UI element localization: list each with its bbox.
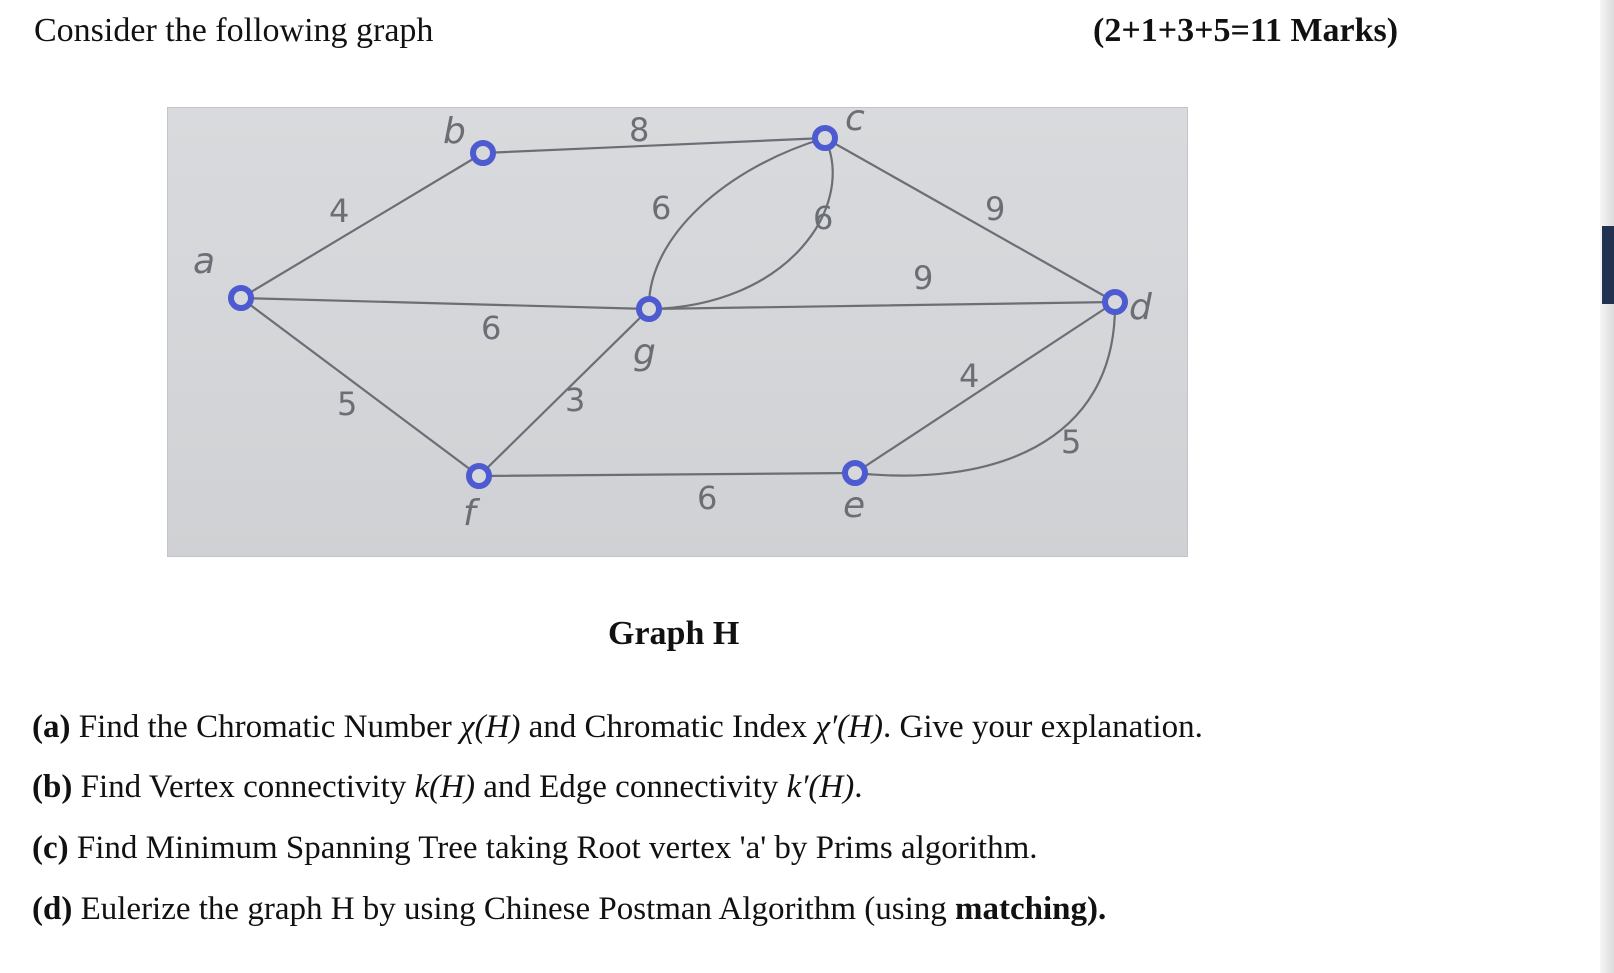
question-a-post: . Give your explanation. — [882, 709, 1203, 745]
weight-c-g-right: 6 — [813, 199, 834, 237]
vertex-b — [473, 143, 493, 163]
question-a-math-1: χ(H) — [460, 709, 521, 745]
vertex-a — [231, 288, 251, 308]
vertex-label-b: b — [443, 111, 466, 152]
question-d-text: Eulerize the graph H by using Chinese Postman Algorithm (using — [80, 891, 955, 927]
weight-c-g-left: 6 — [651, 189, 672, 227]
vertex-e — [845, 463, 865, 483]
weight-f-e: 6 — [697, 479, 718, 517]
weight-b-c: 8 — [629, 111, 650, 149]
question-b-label: (b) — [32, 769, 73, 805]
edge-b-c — [483, 138, 825, 153]
intro-text: Consider the following graph — [34, 12, 434, 49]
weight-e-d-straight: 4 — [959, 357, 980, 395]
graph-caption: Graph H — [608, 615, 740, 652]
window-edge-strip — [1602, 226, 1614, 304]
question-b-pre: Find Vertex connectivity — [80, 769, 415, 805]
vertex-f — [469, 466, 489, 486]
question-b-mid: and Edge connectivity — [474, 769, 787, 805]
vertex-label-c: c — [845, 107, 865, 139]
marks-text: (2+1+3+5=11 Marks) — [1093, 12, 1399, 49]
question-c-label: (c) — [32, 830, 69, 866]
weight-g-f: 3 — [565, 381, 586, 419]
vertex-label-d: d — [1129, 287, 1152, 328]
edge-a-b — [241, 153, 483, 298]
vertex-d — [1105, 292, 1125, 312]
question-a — [32, 707, 1203, 747]
vertex-g — [639, 299, 659, 319]
weight-a-b: 4 — [329, 192, 350, 230]
vertex-c — [815, 128, 835, 148]
question-d-bold: matching). — [954, 891, 1107, 927]
window-edge — [1600, 0, 1614, 973]
question-a-mid: and Chromatic Index — [520, 709, 816, 745]
edge-f-e — [479, 473, 855, 476]
question-a-label: (a) — [32, 709, 71, 745]
edge-a-f — [241, 298, 479, 476]
weight-e-d-curve: 5 — [1061, 423, 1082, 461]
edge-g-f — [479, 309, 649, 476]
question-d-label: (d) — [32, 891, 73, 927]
edge-g-d — [649, 302, 1115, 309]
question-b-math-2: k′(H) — [786, 769, 855, 805]
question-b-math-1: k(H) — [414, 769, 475, 805]
question-a-pre: Find the Chromatic Number — [78, 709, 461, 745]
question-c-text: Find Minimum Spanning Tree taking Root vertex 'a' by Prims algorithm. — [76, 830, 1038, 866]
weight-a-f: 5 — [337, 385, 358, 423]
question-d — [32, 889, 1106, 929]
graph-drawing — [167, 107, 1188, 557]
graph-photo — [167, 107, 1188, 557]
edge-a-g — [241, 298, 649, 309]
edge-c-g-left — [649, 138, 825, 309]
question-b — [32, 767, 863, 807]
weight-c-d: 9 — [985, 190, 1006, 228]
weight-g-d: 9 — [913, 259, 934, 297]
vertex-label-e: e — [843, 485, 866, 526]
weight-a-g: 6 — [481, 309, 502, 347]
question-a-math-2: χ′(H) — [815, 709, 883, 745]
vertex-label-g: g — [633, 332, 656, 373]
edge-c-d — [825, 138, 1115, 302]
question-b-post: . — [854, 769, 863, 805]
vertex-label-f: f — [463, 493, 476, 534]
question-c — [32, 828, 1038, 868]
edge-c-g-right — [649, 138, 833, 309]
vertex-label-a: a — [193, 241, 216, 282]
